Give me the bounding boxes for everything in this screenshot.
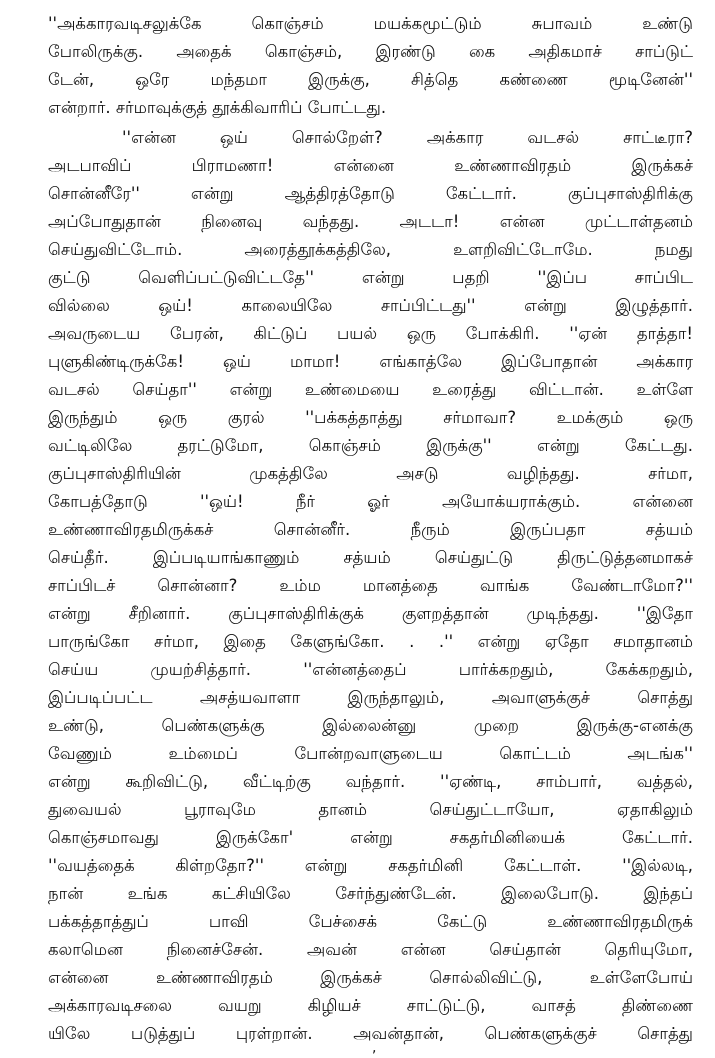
paragraph-first-line: ''என்ன ஒய் சொல்றேள்? அக்கார வடசல் சாட்டீரா? — [122, 128, 693, 147]
text-line: அவருடைய பேரன், கிட்டுப் பயல் ஒரு போக்கிரி. ''ஏன் தாத்தா! — [48, 324, 693, 343]
text-line: பக்கத்தாத்துப் பாவி பேச்சைக் கேட்டு உண்ணாவிரதமிருக் — [48, 912, 693, 931]
text-line: என்னை உண்ணாவிரதம் இருக்கச் சொல்லிவிட்டு, உள்ளேபோய் — [48, 968, 693, 987]
text-line: அடபாவிப் பிராமணா! என்னை உண்ணாவிரதம் இருக்கச் — [48, 156, 693, 175]
text-line: அப்போதுதான் நினைவு வந்தது. அடடா! என்ன முட்டாள்தனம் — [48, 212, 693, 231]
text-line: சொன்னீரே'' என்று ஆத்திரத்தோடு கேட்டார். குப்புசாஸ்திரிக்கு — [48, 184, 693, 203]
text-line: புளுகிண்டிருக்கே! ஒய் மாமா! எங்காத்லே இப்போதான் அக்கார — [48, 352, 693, 371]
text-line: வில்லை ஒய்! காலையிலே சாப்பிட்டது'' என்று இழுத்தார். — [48, 296, 693, 315]
text-line: செய்துவிட்டோம். அரைத்தூக்கத்திலே, உளறிவிட்டோமே. நமது — [48, 240, 693, 259]
text-line: துவையல் பூராவுமே தானம் செய்துட்டாயோ, ஏதாகிலும் — [48, 800, 693, 819]
text-line: செய்தீர். இப்படியாங்காணும் சத்யம் செய்துட்டு திருட்டுத்தனமாகச் — [48, 548, 693, 567]
text-line: குப்புசாஸ்திரியின் முகத்திலே அசடு வழிந்தது. சர்மா, — [48, 464, 693, 483]
text-line: வேணும் உம்மைப் போன்றவாளுடைய கொட்டம் அடங்க'' — [48, 744, 693, 763]
text-line: குட்டு வெளிப்பட்டுவிட்டதே'' என்று பதறி ''இப்ப சாப்பிட — [48, 268, 693, 287]
text-line: ''அக்காரவடிசலுக்கே கொஞ்சம் மயக்கமூட்டும் சுபாவம் உண்டு — [48, 14, 693, 33]
text-line: என்றார். சர்மாவுக்குத் தூக்கிவாரிப் போட்டது. — [48, 98, 387, 117]
text-line: வடசல் செய்தா'' என்று உண்மையை உரைத்து விட்டான். உள்ளே — [48, 380, 693, 399]
text-line: உண்டு, பெண்களுக்கு இல்லைன்னு முறை இருக்கு-எனக்கு — [48, 716, 693, 735]
text-line: ''வயத்தைக் கிள்றதோ?'' என்று சகதர்மினி கேட்டாள். ''இல்லடி, — [48, 856, 693, 875]
text-line: அக்காரவடிசலை வயறு கிழியச் சாட்டுட்டு, வாசத் திண்ணை — [48, 996, 693, 1015]
text-line: என்று கூறிவிட்டு, வீட்டிற்கு வந்தார். ''ஏண்டி, சாம்பார், வத்தல், — [48, 772, 693, 791]
stray-comma-mark: , — [372, 1040, 377, 1056]
text-line: என்று சீறினார். குப்புசாஸ்திரிக்குக் குளறத்தான் முடிந்தது. ''இதோ — [48, 604, 693, 623]
text-line: பாருங்கோ சர்மா, இதை கேளுங்கோ. . .'' என்று ஏதோ சமாதானம் — [48, 632, 693, 651]
text-line: கலாமென நினைச்சேன். அவன் என்ன செய்தான் தெரியுமோ, — [48, 940, 693, 959]
text-line: செய்ய முயற்சித்தார். ''என்னத்தைப் பார்க்கறதும், கேக்கறதும், — [48, 660, 693, 679]
text-line: டேன், ஒரே மந்தமா இருக்கு, சித்தெ கண்ணை மூடினேன்'' — [48, 70, 693, 89]
text-line: கொஞ்சமாவது இருக்கோ' என்று சகதர்மினியைக் கேட்டார். — [48, 828, 693, 847]
text-line: இப்படிப்பட்ட அசத்யவாளா இருந்தாலும், அவாளுக்குச் சொத்து — [48, 688, 693, 707]
text-line: போலிருக்கு. அதைக் கொஞ்சம், இரண்டு கை அதிகமாச் சாப்டுட் — [48, 42, 693, 61]
text-line: சாப்பிடச் சொன்னா? உம்ம மானத்தை வாங்க வேண்டாமோ?'' — [48, 576, 693, 595]
text-line: உண்ணாவிரதமிருக்கச் சொன்னீர். நீரும் இருப்பதா சத்யம் — [48, 520, 693, 539]
text-line: கோபத்தோடு ''ஒய்! நீர் ஓர் அயோக்யராக்கும். என்னை — [48, 492, 693, 511]
text-line: நான் உங்க கட்சியிலே சேர்ந்துண்டேன். இலைபோடு. இந்தப் — [48, 884, 693, 903]
text-line: இருந்தும் ஒரு குரல் ''பக்கத்தாத்து சர்மாவா? உமக்கும் ஒரு — [48, 408, 693, 427]
text-line: வட்டிலிலே தரட்டுமோ, கொஞ்சம் இருக்கு'' என்று கேட்டது. — [48, 436, 693, 455]
text-line: யிலே படுத்துப் புரள்றான். அவன்தான், பெண்களுக்குச் சொத்து — [48, 1024, 693, 1043]
